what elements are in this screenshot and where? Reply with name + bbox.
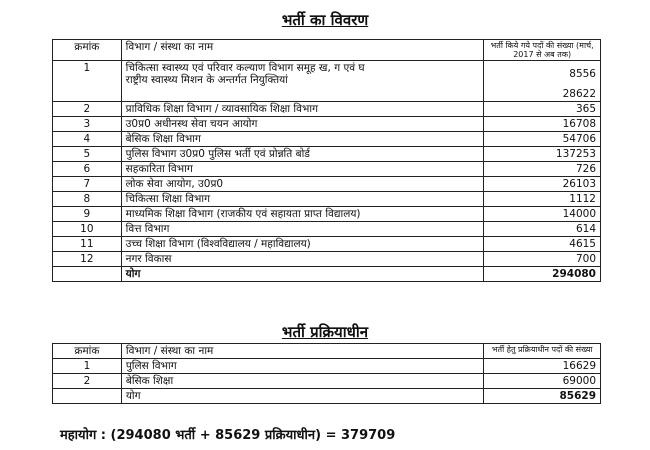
table-row xyxy=(53,359,601,374)
total-label: योग xyxy=(121,389,484,404)
row-name: प्राविधिक शिक्षा विभाग / व्यावसायिक शिक्षा विभाग xyxy=(121,102,484,117)
table-row xyxy=(53,177,601,192)
row-value: 614 xyxy=(484,222,601,237)
row-name: लोक सेवा आयोग, उ0प्र0 xyxy=(121,177,484,192)
row-value-line: 28622 xyxy=(562,88,596,100)
row-value: 700 xyxy=(484,252,601,267)
table-row xyxy=(53,192,601,207)
row-name-line: चिकित्सा स्वास्थ्य एवं परिवार कल्याण विभाग समूह ख, ग एवं घ xyxy=(125,62,365,74)
row-index: 4 xyxy=(53,132,122,147)
row-name: माध्यमिक शिक्षा विभाग (राजकीय एवं सहायता प्राप्त विद्यालय) xyxy=(121,207,484,222)
row-name: सहकारिता विभाग xyxy=(121,162,484,177)
row-value: 16629 xyxy=(484,359,601,374)
row-index: 11 xyxy=(53,237,122,252)
row-value: 26103 xyxy=(484,177,601,192)
row-name: उ0प्र0 अधीनस्थ सेवा चयन आयोग xyxy=(121,117,484,132)
total-row xyxy=(53,389,601,404)
table-row xyxy=(53,102,601,117)
header-department: विभाग / संस्था का नाम xyxy=(121,344,484,359)
row-name: पुलिस विभाग xyxy=(121,359,484,374)
table-row xyxy=(53,374,601,389)
row-value: 69000 xyxy=(484,374,601,389)
row-index: 9 xyxy=(53,207,122,222)
total-value: 294080 xyxy=(484,267,601,282)
table-row xyxy=(53,252,601,267)
row-index: 1 xyxy=(53,359,122,374)
row-value xyxy=(484,61,601,102)
row-index: 5 xyxy=(53,147,122,162)
row-value-line: 8556 xyxy=(569,68,596,80)
table-row xyxy=(53,117,601,132)
row-value: 1112 xyxy=(484,192,601,207)
table-row xyxy=(53,147,601,162)
table-row xyxy=(53,162,601,177)
row-index: 2 xyxy=(53,374,122,389)
total-label: योग xyxy=(121,267,484,282)
row-name: उच्च शिक्षा विभाग (विश्वविद्यालय / महाविद्यालय) xyxy=(121,237,484,252)
row-value: 4615 xyxy=(484,237,601,252)
table-header-row xyxy=(53,344,601,359)
recruitment-table xyxy=(52,39,601,282)
header-count: भर्ती किये गये पदों की संख्या (मार्च, 2017 से अब तक) xyxy=(484,40,601,61)
row-index: 8 xyxy=(53,192,122,207)
row-name xyxy=(121,61,484,102)
table-row xyxy=(53,222,601,237)
header-index: क्रमांक xyxy=(53,344,122,359)
row-name: नगर विकास xyxy=(121,252,484,267)
row-index: 3 xyxy=(53,117,122,132)
row-name: वित्त विभाग xyxy=(121,222,484,237)
header-department: विभाग / संस्था का नाम xyxy=(121,40,484,61)
table-row xyxy=(53,61,601,102)
table-row xyxy=(53,237,601,252)
row-value: 14000 xyxy=(484,207,601,222)
row-index: 2 xyxy=(53,102,122,117)
row-name: बेसिक शिक्षा xyxy=(121,374,484,389)
row-value: 16708 xyxy=(484,117,601,132)
grand-total: महायोग : (294080 भर्ती + 85629 प्रक्रियाधीन) = 379709 xyxy=(60,428,396,443)
row-index: 6 xyxy=(53,162,122,177)
row-index: 12 xyxy=(53,252,122,267)
row-index: 7 xyxy=(53,177,122,192)
section-title-recruitment-details: भर्ती का विवरण xyxy=(281,11,369,29)
header-count: भर्ती हेतु प्रक्रियाधीन पदों की संख्या xyxy=(484,344,601,359)
row-value: 137253 xyxy=(484,147,601,162)
row-name: चिकित्सा शिक्षा विभाग xyxy=(121,192,484,207)
total-row xyxy=(53,267,601,282)
header-index: क्रमांक xyxy=(53,40,122,61)
section-title-in-process: भर्ती प्रक्रियाधीन xyxy=(281,323,369,341)
row-name: बेसिक शिक्षा विभाग xyxy=(121,132,484,147)
row-index: 10 xyxy=(53,222,122,237)
row-index: 1 xyxy=(53,61,122,102)
table-row xyxy=(53,207,601,222)
table-header-row xyxy=(53,40,601,61)
table-row xyxy=(53,132,601,147)
row-name: पुलिस विभाग उ0प्र0 पुलिस भर्ती एवं प्रोन्नति बोर्ड xyxy=(121,147,484,162)
in-process-table xyxy=(52,343,601,404)
row-value: 54706 xyxy=(484,132,601,147)
row-value: 365 xyxy=(484,102,601,117)
row-value: 726 xyxy=(484,162,601,177)
row-name-line: राष्ट्रीय स्वास्थ्य मिशन के अन्तर्गत नियुक्तियां xyxy=(125,74,288,86)
total-value: 85629 xyxy=(484,389,601,404)
